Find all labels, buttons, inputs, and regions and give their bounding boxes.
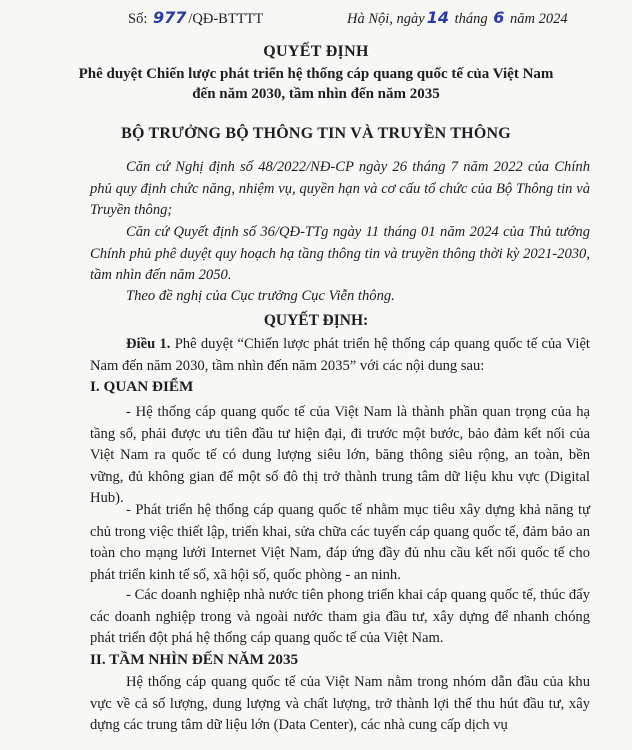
legal-basis-3: Theo đề nghị của Cục trưởng Cục Viễn thông. (126, 288, 395, 304)
number-suffix: /QĐ-BTTTT (188, 11, 264, 27)
issue-date (347, 8, 568, 28)
number-prefix: Số: (128, 11, 148, 27)
section-2-heading: II. TẦM NHÌN ĐẾN NĂM 2035 (90, 651, 299, 668)
month-label: tháng (454, 11, 488, 27)
decision-number (128, 8, 263, 28)
section-1-point-3: - Các doanh nghiệp nhà nước tiên phong triển khai cáp quang quốc tế, thúc đẩy các doanh nghiệp trong và ngoài nước tham gia đầu tư, xây dựng để nhanh chóng phát triển đột phá hệ thống cáp quang quốc tế của Việt Nam. (90, 587, 590, 646)
handwritten-day: 14 (426, 8, 449, 27)
article-1 (90, 334, 590, 377)
document-header (0, 6, 632, 28)
decision-heading: QUYẾT ĐỊNH: (263, 312, 369, 329)
legal-basis-2: Căn cứ Quyết định số 36/QĐ-TTg ngày 11 tháng 01 năm 2024 của Thủ tướng Chính phủ phê duyệt quy hoạch hạ tầng thông tin và truyền thông thời kỳ 2021-2030, tầm nhìn đến năm 2050. (90, 224, 590, 283)
year-label: năm 2024 (510, 11, 568, 27)
document-title: QUYẾT ĐỊNH (263, 43, 369, 60)
issuing-authority: BỘ TRƯỞNG BỘ THÔNG TIN VÀ TRUYỀN THÔNG (121, 125, 511, 142)
section-2-text: Hệ thống cáp quang quốc tế của Việt Nam nằm trong nhóm dẫn đầu của khu vực về cả số lượng, dung lượng và chất lượng, trở thành lợi thế thu hút đầu tư, xây dựng các trung tâm dữ liệu lớn (Data Center), các nhà cung cấp dịch vụ (90, 674, 590, 733)
section-1-heading: I. QUAN ĐIỂM (90, 378, 194, 395)
handwritten-number: 977 (152, 8, 187, 27)
section-1-point-1: - Hệ thống cáp quang quốc tế của Việt Nam là thành phần quan trọng của hạ tầng số, phải được ưu tiên đầu tư hiện đại, đi trước một bước, bảo đảm kết nối của Việt Nam ra quốc tế có dung lượng siêu lớn, băng thông siêu rộng, an toàn, bền vững, đủ không gian để một số đô thị trở thành trung tâm dữ liệu khu vực (Digital Hub). (90, 404, 590, 506)
date-prefix: Hà Nội, ngày (347, 11, 425, 27)
article-1-label: Điều 1. (126, 336, 171, 352)
document-subtitle: Phê duyệt Chiến lược phát triển hệ thống cáp quang quốc tế của Việt Nam đến năm 2030, tầm nhìn đến năm 2035 (78, 66, 554, 102)
handwritten-month: 6 (493, 8, 505, 27)
legal-basis-1: Căn cứ Nghị định số 48/2022/NĐ-CP ngày 26 tháng 7 năm 2022 của Chính phủ quy định chức năng, nhiệm vụ, quyền hạn và cơ cấu tổ chức của Bộ Thông tin và Truyền thông; (90, 159, 590, 218)
section-1-point-2: - Phát triển hệ thống cáp quang quốc tế nhằm mục tiêu xây dựng khả năng tự chủ trong việc thiết lập, triển khai, sửa chữa các tuyến cáp quang quốc tế, đảm bảo an toàn cho mạng lưới Internet Việt Nam, đáp ứng đầy đủ nhu cầu kết nối quốc tế cho phát triển kinh tế số, xã hội số, quốc phòng - an ninh. (90, 502, 590, 583)
article-1-text: Phê duyệt “Chiến lược phát triển hệ thống cáp quang quốc tế của Việt Nam đến năm 2030, tầm nhìn đến năm 2035” với các nội dung sau: (90, 336, 590, 374)
